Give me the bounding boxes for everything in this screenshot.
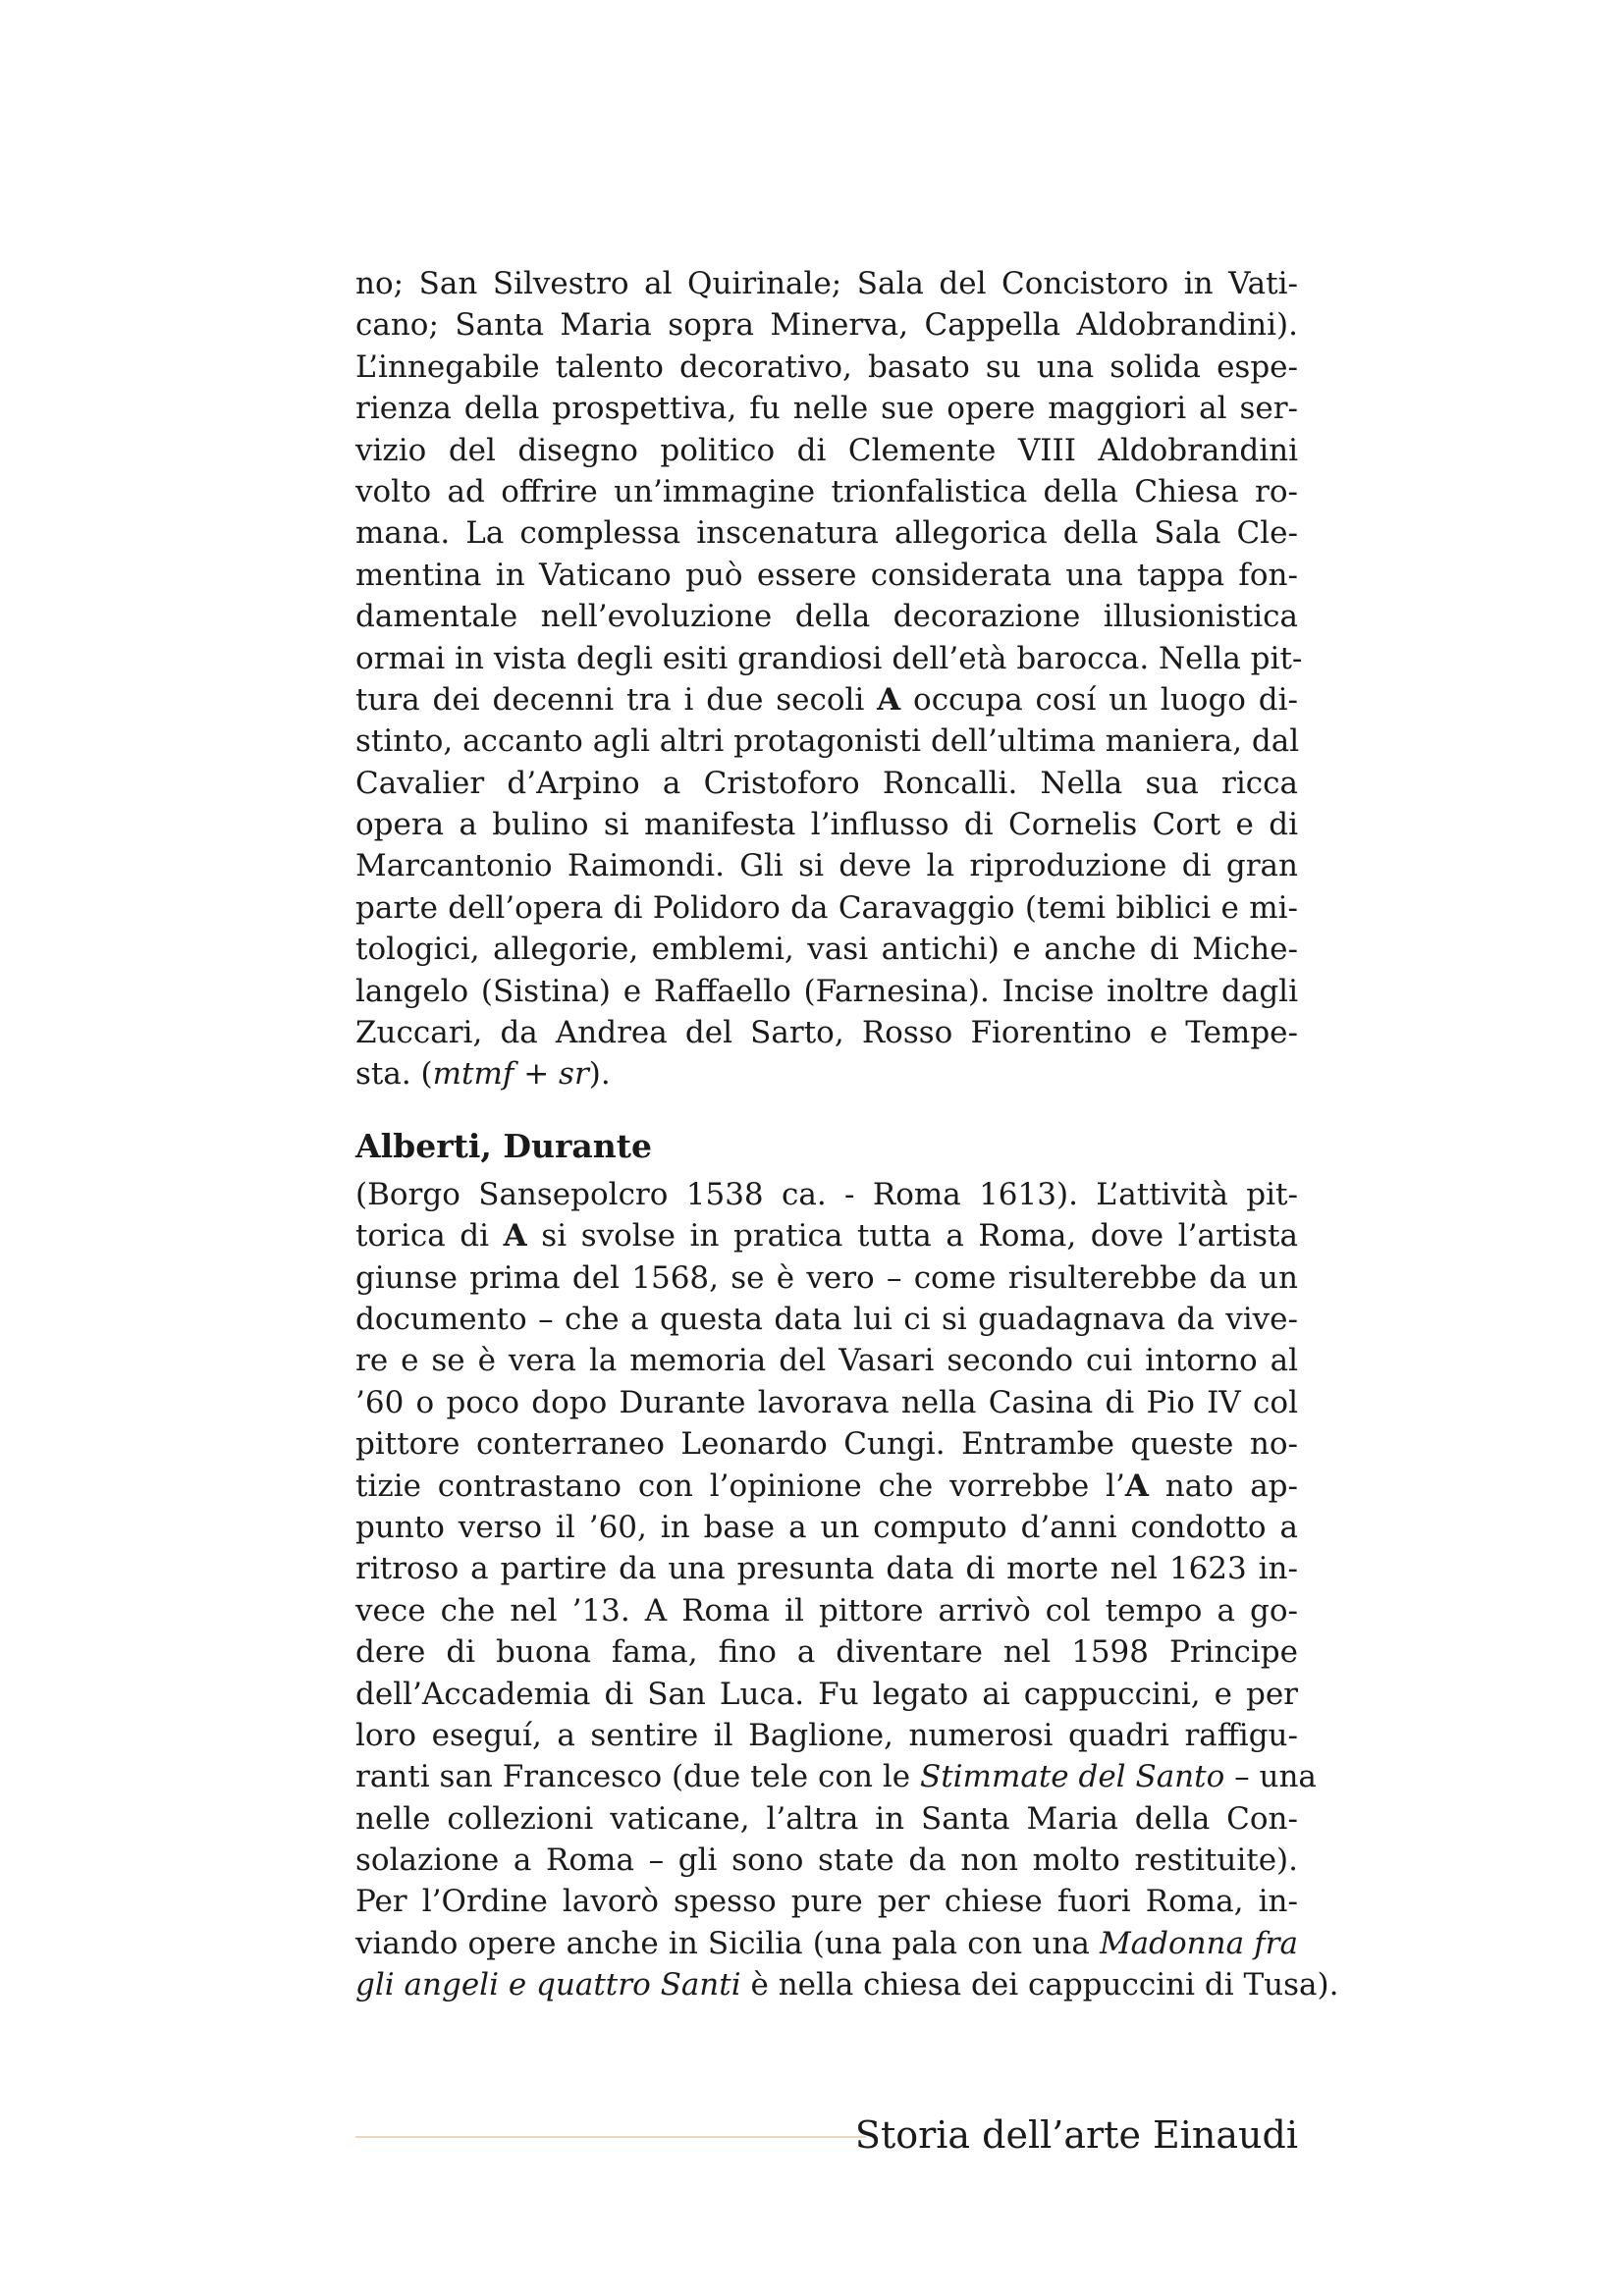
line-text: dell’Accademia di San Luca. Fu legato ai cappuccini, e per <box>355 1676 1298 1712</box>
text-line <box>355 1423 1298 1465</box>
text-line <box>355 679 1298 721</box>
article-continued <box>355 263 1303 1095</box>
italic-title: mtmf + sr <box>432 1056 589 1093</box>
line-text: ormai in vista degli esiti grandiosi dell’età barocca. Nella pit- <box>355 640 1303 676</box>
text-line <box>355 1631 1298 1673</box>
text-line <box>355 1174 1298 1215</box>
line-text: pittore conterraneo Leonardo Cungi. Entrambe queste no- <box>355 1426 1298 1463</box>
text-line <box>355 721 1298 762</box>
line-text: solazione a Roma – gli sono state da non molto restituite). <box>355 1842 1298 1879</box>
line-text: tura dei decenni tra i due secoli <box>355 681 878 718</box>
line-text: tologici, allegorie, emblemi, vasi antichi) e anche di Miche- <box>355 932 1298 968</box>
line-text: dere di buona fama, fino a diventare nel 1598 Principe <box>355 1634 1298 1671</box>
line-text: è nella chiesa dei cappuccini di Tusa). <box>740 1967 1339 2003</box>
artist-abbreviation: A <box>503 1218 527 1255</box>
text-line <box>355 388 1298 429</box>
line-text: punto verso il ’60, in base a un computo d’anni condotto a <box>355 1509 1298 1545</box>
line-text: damentale nell’evoluzione della decorazione illusionistica <box>355 599 1298 635</box>
text-line <box>355 512 1298 554</box>
line-text: documento – che a questa data lui ci si guadagnava da vive- <box>355 1301 1298 1337</box>
line-text: Cavalier d’Arpino a Cristoforo Roncalli. Nella sua ricca <box>355 765 1298 801</box>
text-line <box>355 430 1298 471</box>
text-line <box>355 347 1298 388</box>
line-text: (Borgo Sansepolcro 1538 ca. - Roma 1613). L’attività pit- <box>355 1176 1298 1212</box>
text-line <box>355 596 1298 637</box>
line-text: L’innegabile talento decorativo, basato su una solida espe- <box>355 348 1298 385</box>
entry-heading: Alberti, Durante <box>355 1126 652 1165</box>
text-line <box>355 1715 1298 1756</box>
text-line <box>355 1756 1317 1797</box>
line-text: vizio del disegno politico di Clemente VIII Aldobrandini <box>355 432 1298 468</box>
line-text: mana. La complessa inscenatura allegorica della Sala Cle- <box>355 515 1298 552</box>
text-line <box>355 304 1298 346</box>
line-text: loro eseguí, a sentire il Baglione, numerosi quadri raffigu- <box>355 1717 1298 1753</box>
text-line <box>355 555 1298 596</box>
line-text: si svolse in pratica tutta a Roma, dove l’artista <box>526 1218 1298 1255</box>
text-line <box>355 763 1298 804</box>
footer-publication-title: Storia dell’arte Einaudi <box>854 2113 1298 2157</box>
line-text: ranti san Francesco (due tele con le <box>355 1759 920 1795</box>
text-line <box>355 471 1298 512</box>
line-text: giunse prima del 1568, se è vero – come risulterebbe da un <box>355 1259 1298 1296</box>
text-line <box>355 1382 1298 1423</box>
text-line <box>355 1340 1298 1381</box>
line-text: no; San Silvestro al Quirinale; Sala del Concistoro in Vati- <box>355 266 1298 301</box>
line-text: Per l’Ordine lavorò spesso pure per chiese fuori Roma, in- <box>355 1884 1298 1920</box>
text-line <box>355 263 1298 304</box>
text-line <box>355 971 1298 1012</box>
text-line <box>355 887 1298 929</box>
text-line <box>355 1053 1298 1095</box>
line-text: rienza della prospettiva, fu nelle sue opere maggiori al ser- <box>355 391 1298 427</box>
line-text: stinto, accanto agli altri protagonisti dell’ultima maniera, dal <box>355 723 1300 760</box>
text-line <box>355 1964 1339 2005</box>
line-text: viando opere anche in Sicilia (una pala con una <box>355 1925 1100 1961</box>
line-text: occupa cosí un luogo di- <box>900 681 1298 718</box>
text-line <box>355 1299 1298 1340</box>
text-line <box>355 1674 1298 1715</box>
article-entry-body <box>355 1174 1339 2006</box>
line-text: parte dell’opera di Polidoro da Caravaggio (temi biblici e mi- <box>355 889 1298 926</box>
text-line <box>355 929 1298 970</box>
text-line <box>355 1590 1298 1631</box>
line-text: – una <box>1224 1759 1317 1795</box>
artist-abbreviation: A <box>877 681 901 718</box>
line-text: re e se è vera la memoria del Vasari secondo cui intorno al <box>355 1343 1298 1379</box>
line-text: nato ap- <box>1148 1468 1298 1504</box>
line-text: Zuccari, da Andrea del Sarto, Rosso Fiorentino e Tempe- <box>355 1015 1298 1051</box>
text-line <box>355 1923 1298 1964</box>
text-line <box>355 845 1298 886</box>
line-text: langelo (Sistina) e Raffaello (Farnesina). Incise inoltre dagli <box>355 973 1298 1009</box>
text-line <box>355 1548 1298 1589</box>
line-text: vece che nel ’13. A Roma il pittore arrivò col tempo a go- <box>355 1592 1298 1629</box>
italic-title: Madonna fra <box>1099 1925 1298 1961</box>
italic-title: Stimmate del Santo <box>919 1759 1225 1795</box>
artist-abbreviation: A <box>1124 1468 1149 1504</box>
line-text: nelle collezioni vaticane, l’altra in Santa Maria della Con- <box>355 1800 1298 1837</box>
line-text: torica di <box>355 1218 504 1255</box>
text-line <box>355 1507 1298 1548</box>
text-line <box>355 1881 1298 1922</box>
text-line <box>355 638 1303 679</box>
footer-rule <box>355 2136 866 2138</box>
line-text: Marcantonio Raimondi. Gli si deve la riproduzione di gran <box>355 848 1298 884</box>
line-text: mentina in Vaticano può essere considerata una tappa fon- <box>355 557 1298 593</box>
line-text: opera a bulino si manifesta l’influsso di Cornelis Cort e di <box>355 807 1298 843</box>
text-line <box>355 1257 1298 1299</box>
line-text: sta. ( <box>355 1056 433 1093</box>
text-line <box>355 804 1298 845</box>
line-text: volto ad offrire un’immagine trionfalistica della Chiesa ro- <box>355 473 1298 509</box>
text-column <box>355 263 1339 2006</box>
line-text: ritroso a partire da una presunta data di morte nel 1623 in- <box>355 1551 1298 1587</box>
line-text: ). <box>588 1056 611 1093</box>
text-line <box>355 1798 1298 1840</box>
text-line <box>355 1840 1298 1881</box>
text-line <box>355 1466 1298 1507</box>
italic-title: gli angeli e quattro Santi <box>355 1967 741 2003</box>
line-text: cano; Santa Maria sopra Minerva, Cappella Aldobrandini). <box>355 307 1298 344</box>
text-line <box>355 1012 1298 1053</box>
text-line <box>355 1215 1298 1256</box>
line-text: ’60 o poco dopo Durante lavorava nella Casina di Pio IV col <box>355 1384 1298 1420</box>
line-text: tizie contrastano con l’opinione che vorrebbe l’ <box>355 1468 1125 1504</box>
